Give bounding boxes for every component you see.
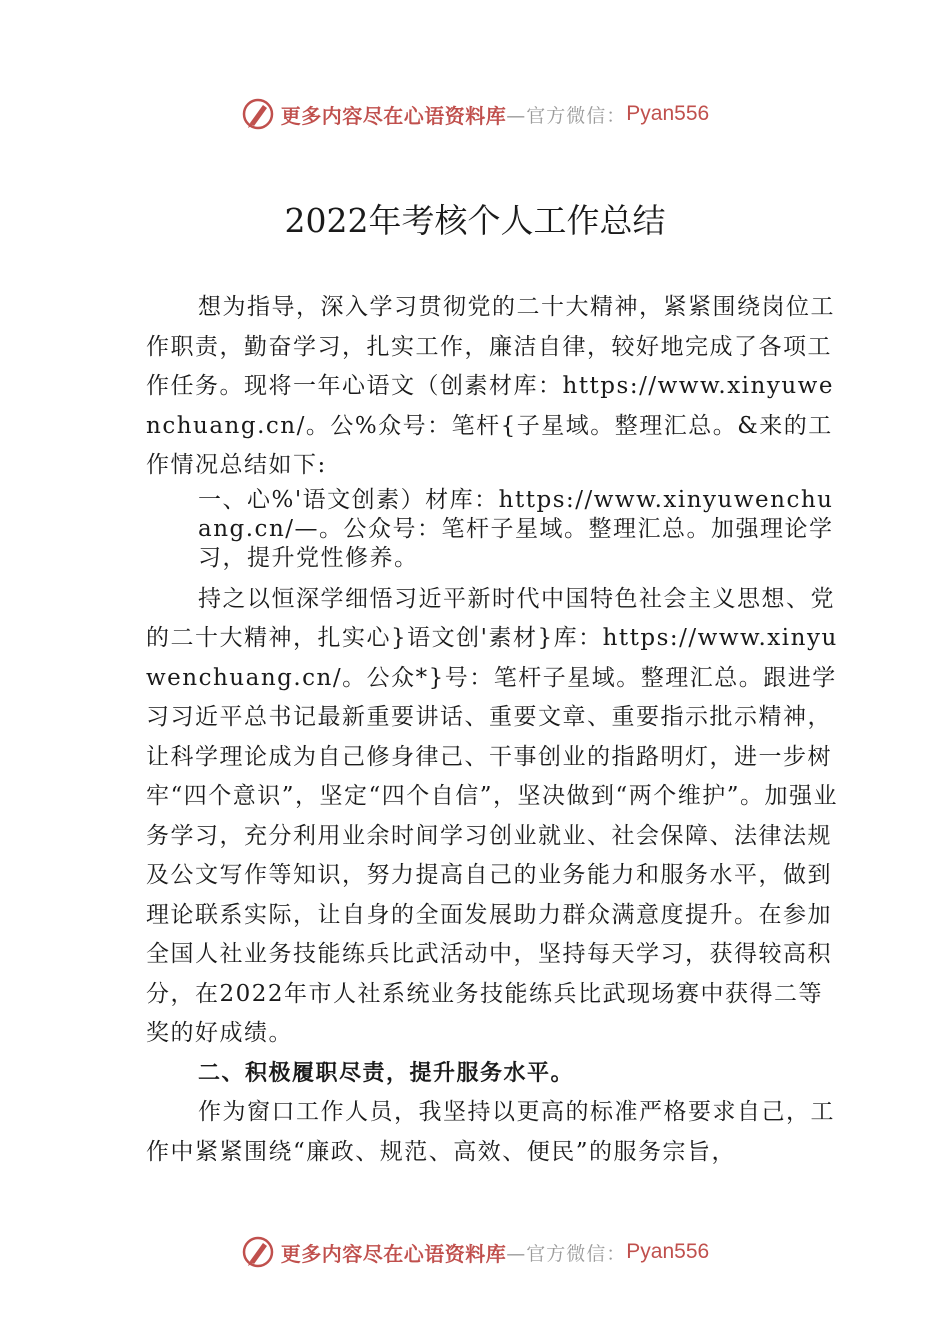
header-banner — [0, 94, 950, 134]
footer-banner — [0, 1232, 950, 1272]
banner-separator: —官方微信： — [506, 104, 627, 127]
paragraph-theory-study: 持之以恒深学细悟习近平新时代中国特色社会主义思想、党的二十大精神，扎实心}语文创'素材}库：https://www.xinyuwenchuang.cn/。公众*}号：笔杆子星域。整理汇总。跟进学习习近平总书记最新重要讲话、重要文章、重要指示批示精神，让科学理论成为自己修身律己、干事创业的指路明灯，进一步树牢“四个意识”，坚定“四个自信”，坚决做到“两个维护”。加强业务学习，充分利用业余时间学习创业就业、社会保障、法律法规及公文写作等知识，努力提高自己的业务能力和服务水平，做到理论联系实际，让自身的全面发展助力群众满意度提升。在参加全国人社业务技能练兵比武活动中，坚持每天学习，获得较高积分，在2022年市人社系统业务技能练兵比武现场赛中获得二等奖的好成绩。 — [146, 585, 839, 1046]
section-heading-two: 二、积极履职尽责，提升服务水平。 — [198, 1060, 575, 1086]
banner-account: Pyan556 — [626, 102, 710, 125]
paragraph-section-one: 一、心%'语文创素）材库：https://www.xinyuwenchuang.cn/—。公众号：笔杆子星域。整理汇总。加强理论学习，提升党性修养。 — [198, 486, 834, 571]
paragraph-service: 作为窗口工作人员，我坚持以更高的标准严格要求自己，工作中紧紧围绕“廉政、规范、高效、便民”的服务宗旨， — [146, 1099, 835, 1165]
pen-logo-icon — [241, 97, 275, 131]
document-title: 2022年考核个人工作总结 — [284, 201, 666, 240]
banner-brand: 更多内容尽在心语资料库 — [280, 1241, 507, 1266]
paragraph-intro: 想为指导，深入学习贯彻党的二十大精神，紧紧围绕岗位工作职责，勤奋学习，扎实工作，廉洁自律，较好地完成了各项工作任务。现将一年心语文（创素材库：https://www.xinyuwenchuang.cn/。公%众号：笔杆{子星域。整理汇总。&来的工作情况总结如下: — [146, 294, 835, 478]
banner-separator: —官方微信： — [506, 1242, 627, 1265]
pen-logo-icon — [241, 1235, 275, 1269]
banner-account: Pyan556 — [626, 1240, 710, 1263]
document-body — [146, 288, 846, 1172]
banner-brand: 更多内容尽在心语资料库 — [280, 103, 507, 128]
